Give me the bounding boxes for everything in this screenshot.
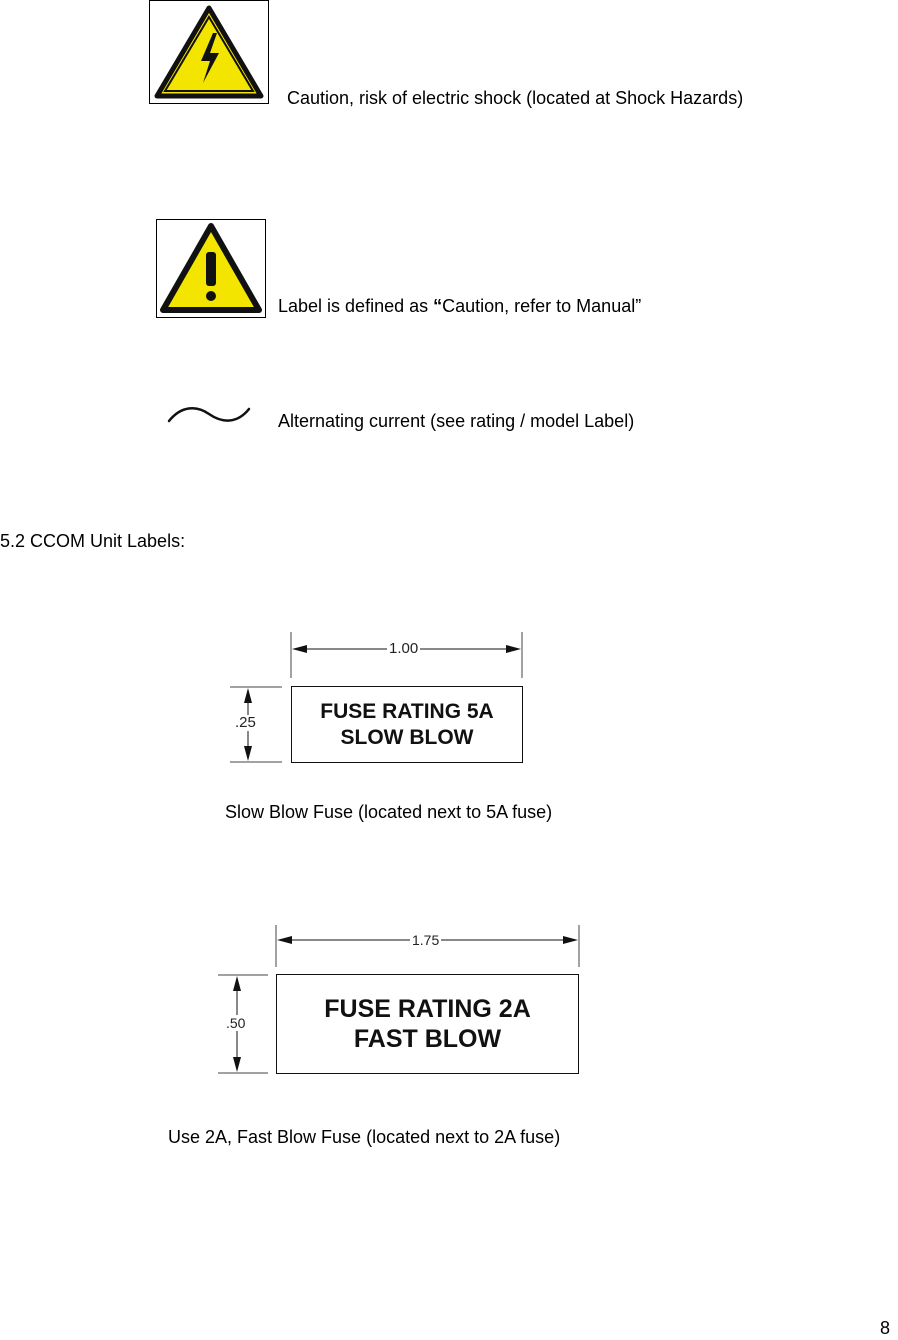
fuse-label-2 xyxy=(276,974,579,1074)
shock-caption: Caution, risk of electric shock (located at Shock Hazards) xyxy=(287,88,744,108)
fuse-label-2-line2: FAST BLOW xyxy=(353,1025,502,1053)
fuse-label-2-width: 1.75 xyxy=(412,932,440,948)
fuse-label-1 xyxy=(291,686,523,763)
caution-caption-quote: “ xyxy=(433,296,443,316)
fuse-label-1-width: 1.00 xyxy=(389,640,419,657)
caution-caption-prefix: Label is defined as xyxy=(278,296,434,316)
page-number: 8 xyxy=(880,1318,891,1338)
fuse-label-2-caption: Use 2A, Fast Blow Fuse (located next to 2A fuse) xyxy=(168,1127,561,1147)
caution-caption-rest: Caution, refer to Manual” xyxy=(442,296,642,316)
fuse-label-2-height: .50 xyxy=(226,1015,246,1031)
fuse-label-2-line1: FUSE RATING 2A xyxy=(324,995,531,1023)
fuse-label-1-caption: Slow Blow Fuse (located next to 5A fuse) xyxy=(225,802,553,822)
section-heading: 5.2 CCOM Unit Labels: xyxy=(0,531,186,551)
fuse-label-1-height: .25 xyxy=(235,714,256,731)
ac-caption: Alternating current (see rating / model Label) xyxy=(278,411,635,431)
fuse-label-1-line1: FUSE RATING 5A xyxy=(320,699,494,723)
fuse-label-1-line2: SLOW BLOW xyxy=(340,725,474,749)
